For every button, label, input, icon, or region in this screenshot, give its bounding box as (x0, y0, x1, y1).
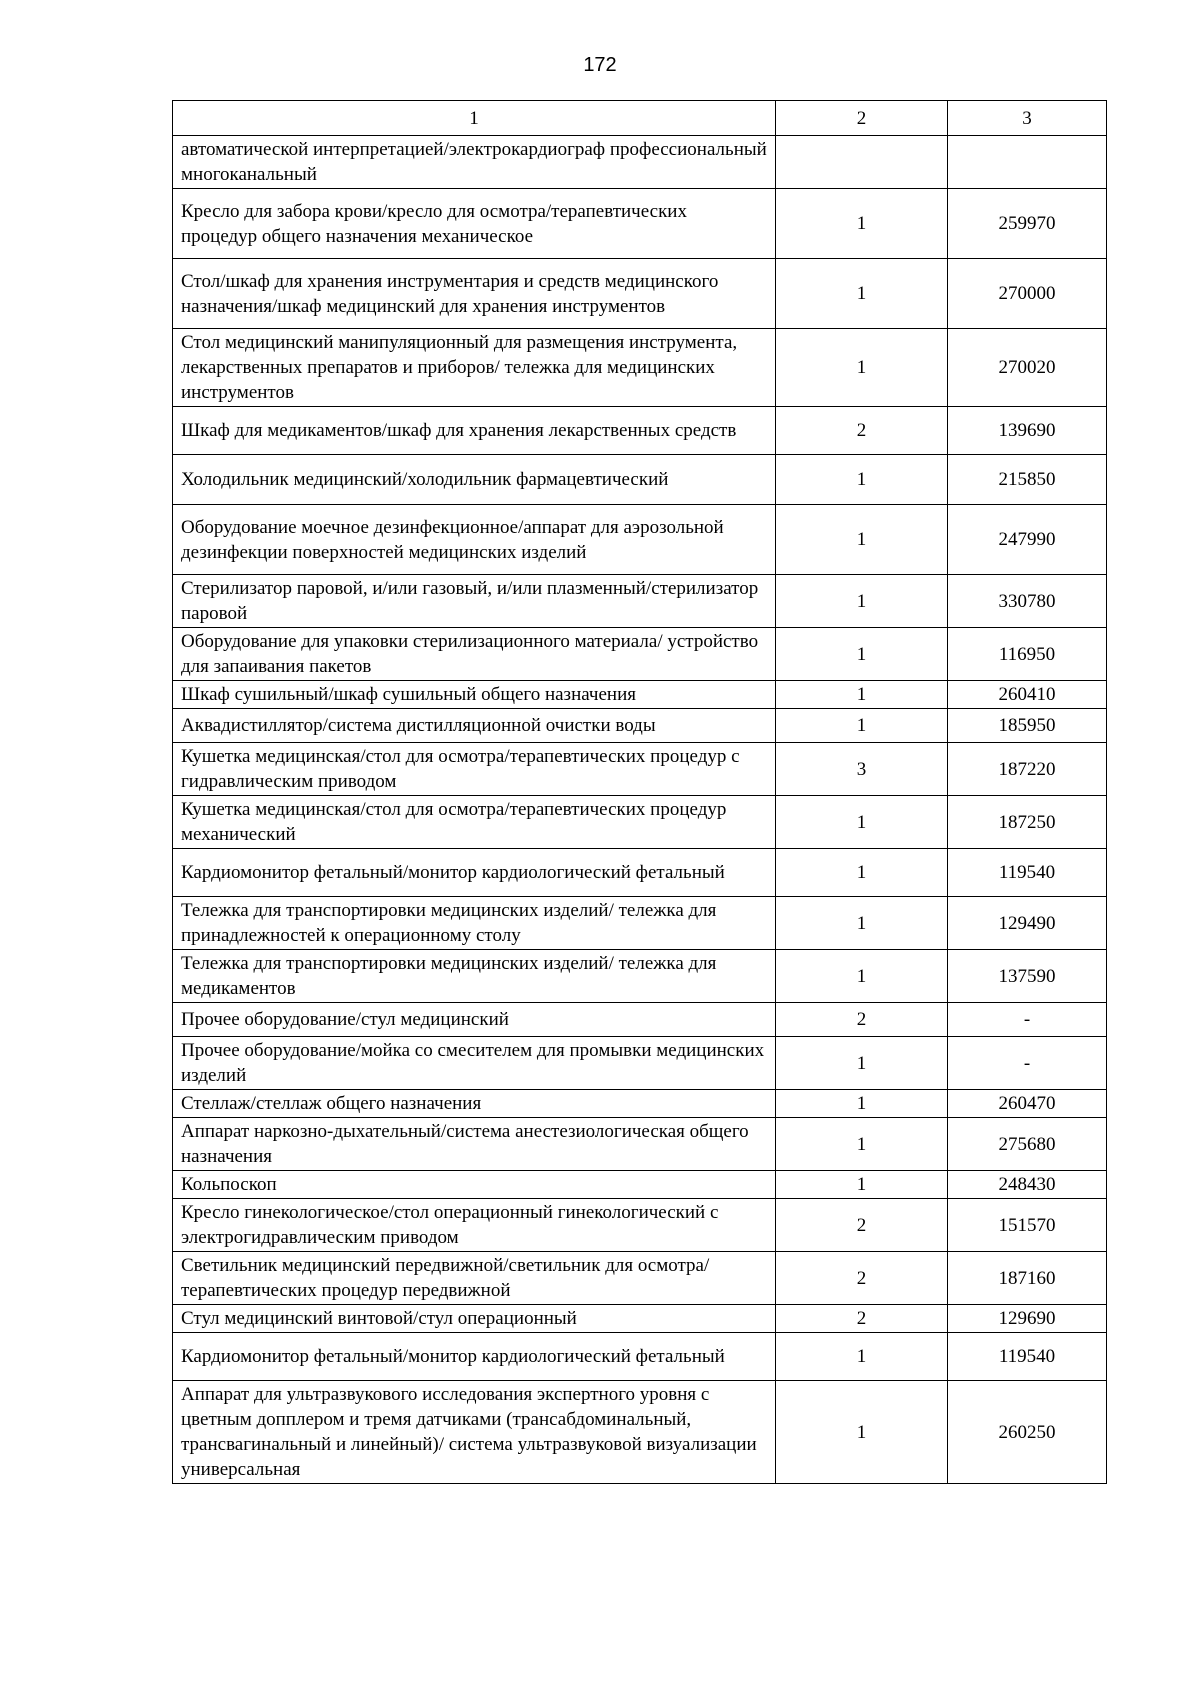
code-cell (948, 136, 1107, 189)
table-row (173, 136, 1107, 189)
code-cell: - (948, 1003, 1107, 1037)
item-name-cell: Стол медицинский манипуляционный для размещения инструмента, лекарственных препаратов и приборов/ тележка для медицинских инструментов (173, 329, 776, 407)
table-row (173, 259, 1107, 329)
quantity-cell: 1 (776, 505, 948, 575)
quantity-cell: 1 (776, 1171, 948, 1199)
table-row (173, 897, 1107, 950)
table-row (173, 796, 1107, 849)
item-name-cell: Аппарат наркозно-дыхательный/система анестезиологическая общего назначения (173, 1118, 776, 1171)
table-row (173, 505, 1107, 575)
item-name-cell: Аппарат для ультразвукового исследования экспертного уровня с цветным допплером и тремя датчиками (трансабдоминальный, трансвагинальный и линейный)/ система ультразвуковой визуализации универсальная (173, 1381, 776, 1484)
table-row (173, 455, 1107, 505)
code-cell: 119540 (948, 849, 1107, 897)
code-cell: 119540 (948, 1333, 1107, 1381)
item-name-cell: Кольпоскоп (173, 1171, 776, 1199)
item-name-cell: Кардиомонитор фетальный/монитор кардиологический фетальный (173, 1333, 776, 1381)
quantity-cell: 1 (776, 1118, 948, 1171)
item-name-cell: Кресло для забора крови/кресло для осмотра/терапевтических процедур общего назначения механическое (173, 189, 776, 259)
table-row (173, 1333, 1107, 1381)
code-cell: 139690 (948, 407, 1107, 455)
item-name-cell: Кушетка медицинская/стол для осмотра/терапевтических процедур с гидравлическим приводом (173, 743, 776, 796)
quantity-cell: 1 (776, 897, 948, 950)
quantity-cell: 2 (776, 1305, 948, 1333)
item-name-cell: Кушетка медицинская/стол для осмотра/терапевтических процедур механический (173, 796, 776, 849)
code-cell: 215850 (948, 455, 1107, 505)
code-cell: 137590 (948, 950, 1107, 1003)
table-row (173, 1305, 1107, 1333)
table-row (173, 1090, 1107, 1118)
quantity-cell: 1 (776, 709, 948, 743)
code-cell: - (948, 1037, 1107, 1090)
table-row (173, 329, 1107, 407)
code-cell: 187160 (948, 1252, 1107, 1305)
code-cell: 247990 (948, 505, 1107, 575)
page-number: 172 (583, 54, 617, 76)
table-row (173, 1252, 1107, 1305)
table-row (173, 743, 1107, 796)
quantity-cell: 1 (776, 455, 948, 505)
code-cell: 260250 (948, 1381, 1107, 1484)
table-row (173, 1381, 1107, 1484)
code-cell: 248430 (948, 1171, 1107, 1199)
table-row (173, 1118, 1107, 1171)
quantity-cell: 2 (776, 1003, 948, 1037)
item-name-cell: Стерилизатор паровой, и/или газовый, и/или плазменный/стерилизатор паровой (173, 575, 776, 628)
quantity-cell: 1 (776, 575, 948, 628)
item-name-cell: Шкаф сушильный/шкаф сушильный общего назначения (173, 681, 776, 709)
code-cell: 187220 (948, 743, 1107, 796)
quantity-cell: 2 (776, 1199, 948, 1252)
code-cell: 270000 (948, 259, 1107, 329)
quantity-cell: 1 (776, 189, 948, 259)
column-header-2: 2 (776, 101, 948, 136)
item-name-cell: Холодильник медицинский/холодильник фармацевтический (173, 455, 776, 505)
quantity-cell: 1 (776, 1090, 948, 1118)
item-name-cell: Стол/шкаф для хранения инструментария и средств медицинского назначения/шкаф медицинский для хранения инструментов (173, 259, 776, 329)
quantity-cell: 3 (776, 743, 948, 796)
table-row (173, 189, 1107, 259)
table-row (173, 849, 1107, 897)
item-name-cell: Кресло гинекологическое/стол операционный гинекологический с электрогидравлическим приводом (173, 1199, 776, 1252)
table-row (173, 628, 1107, 681)
table-row (173, 1171, 1107, 1199)
quantity-cell: 1 (776, 1381, 948, 1484)
table-row (173, 1037, 1107, 1090)
code-cell: 129490 (948, 897, 1107, 950)
code-cell: 129690 (948, 1305, 1107, 1333)
item-name-cell: Светильник медицинский передвижной/светильник для осмотра/терапевтических процедур передвижной (173, 1252, 776, 1305)
code-cell: 259970 (948, 189, 1107, 259)
item-name-cell: Шкаф для медикаментов/шкаф для хранения лекарственных средств (173, 407, 776, 455)
code-cell: 275680 (948, 1118, 1107, 1171)
quantity-cell: 1 (776, 1037, 948, 1090)
code-cell: 260410 (948, 681, 1107, 709)
item-name-cell: Стеллаж/стеллаж общего назначения (173, 1090, 776, 1118)
quantity-cell: 1 (776, 329, 948, 407)
table-header-row (173, 101, 1107, 136)
quantity-cell: 2 (776, 407, 948, 455)
code-cell: 151570 (948, 1199, 1107, 1252)
code-cell: 187250 (948, 796, 1107, 849)
quantity-cell: 1 (776, 950, 948, 1003)
item-name-cell: Прочее оборудование/мойка со смесителем для промывки медицинских изделий (173, 1037, 776, 1090)
table-row (173, 681, 1107, 709)
table-row (173, 407, 1107, 455)
item-name-cell: Прочее оборудование/стул медицинский (173, 1003, 776, 1037)
code-cell: 116950 (948, 628, 1107, 681)
item-name-cell: Оборудование моечное дезинфекционное/аппарат для аэрозольной дезинфекции поверхностей медицинских изделий (173, 505, 776, 575)
table-row (173, 575, 1107, 628)
item-name-cell: Оборудование для упаковки стерилизационного материала/ устройство для запаивания пакетов (173, 628, 776, 681)
table-row (173, 709, 1107, 743)
quantity-cell: 2 (776, 1252, 948, 1305)
table-row (173, 1003, 1107, 1037)
quantity-cell (776, 136, 948, 189)
item-name-cell: Кардиомонитор фетальный/монитор кардиологический фетальный (173, 849, 776, 897)
code-cell: 270020 (948, 329, 1107, 407)
item-name-cell: Тележка для транспортировки медицинских изделий/ тележка для медикаментов (173, 950, 776, 1003)
quantity-cell: 1 (776, 1333, 948, 1381)
quantity-cell: 1 (776, 628, 948, 681)
code-cell: 185950 (948, 709, 1107, 743)
item-name-cell: Стул медицинский винтовой/стул операционный (173, 1305, 776, 1333)
quantity-cell: 1 (776, 259, 948, 329)
table-row (173, 1199, 1107, 1252)
quantity-cell: 1 (776, 796, 948, 849)
code-cell: 330780 (948, 575, 1107, 628)
code-cell: 260470 (948, 1090, 1107, 1118)
item-name-cell: Тележка для транспортировки медицинских изделий/ тележка для принадлежностей к операционному столу (173, 897, 776, 950)
equipment-table (172, 100, 1107, 1484)
item-name-cell: Аквадистиллятор/система дистилляционной очистки воды (173, 709, 776, 743)
table-row (173, 950, 1107, 1003)
quantity-cell: 1 (776, 681, 948, 709)
column-header-3: 3 (948, 101, 1107, 136)
quantity-cell: 1 (776, 849, 948, 897)
column-header-1: 1 (173, 101, 776, 136)
item-name-cell: автоматической интерпретацией/электрокардиограф профессиональный многоканальный (173, 136, 776, 189)
